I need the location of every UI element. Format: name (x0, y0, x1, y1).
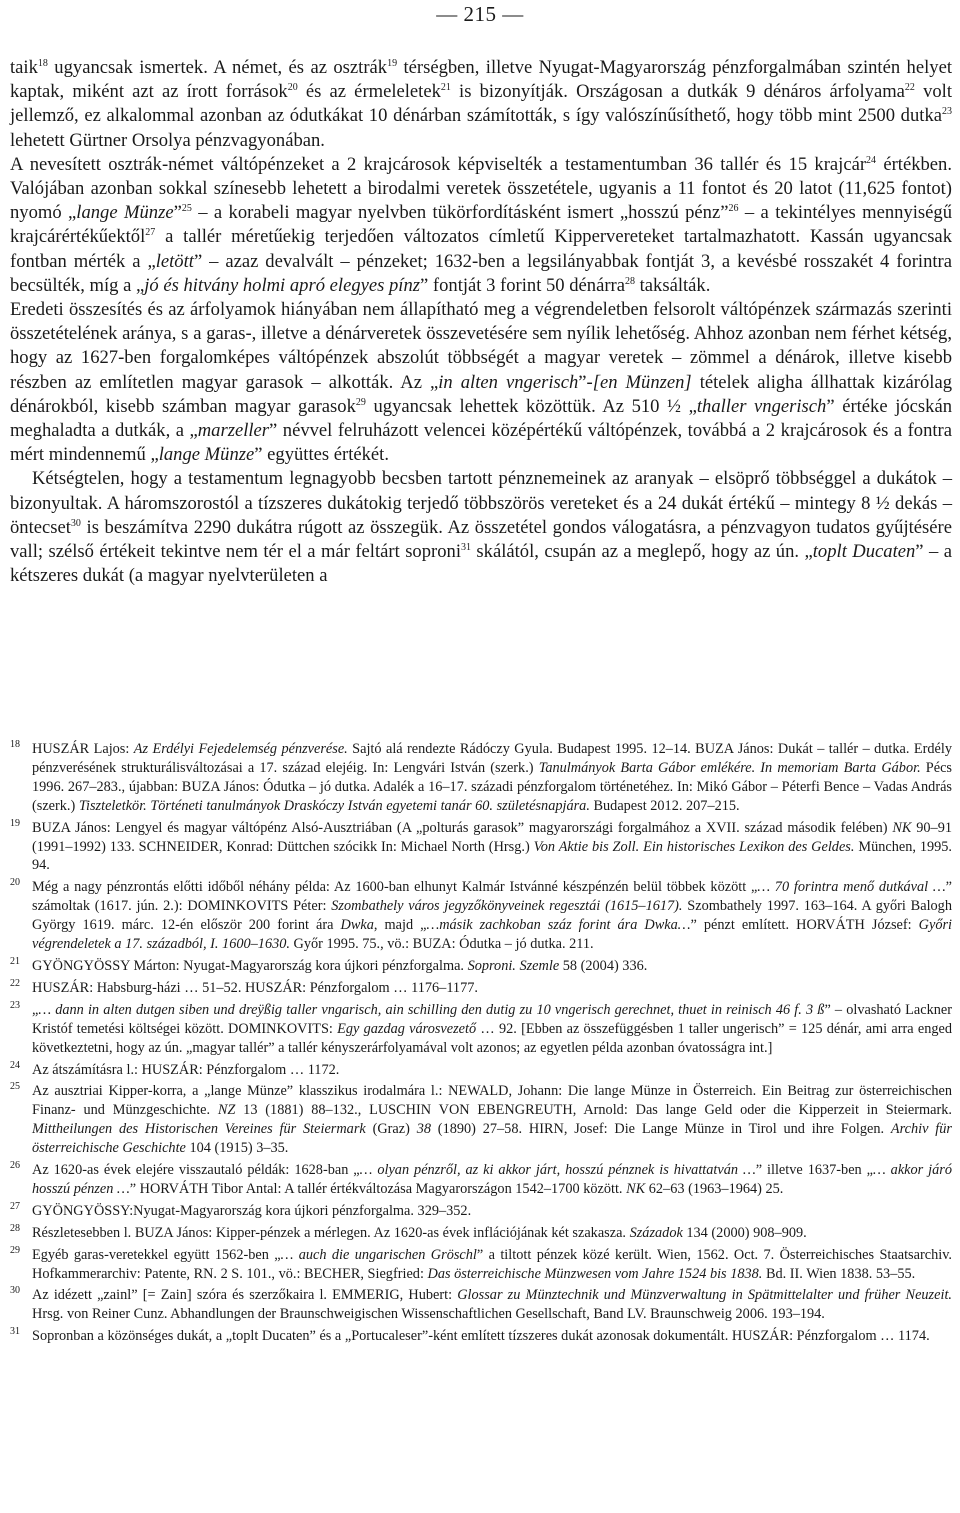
text-run: (Graz) (365, 1121, 417, 1138)
text-run: ugyancsak lehettek közöttük. Az 510 ½ „ (365, 395, 697, 417)
footnote (10, 819, 952, 876)
footnote (10, 957, 952, 976)
text-run: Az idézett „zainl” [= Zain] szóra és szerzőkaira l. EMMERIG, Hubert: (32, 1287, 458, 1304)
footnote-reference[interactable]: 27 (145, 227, 156, 239)
text-run: ” – azaz devalvált – pénzeket; 1632-ben a legsilányabbak fontját 3, a kevésbé rosszakét 4 forintra becsülték, míg a „ (10, 250, 952, 296)
italic-text: Századok (629, 1224, 683, 1241)
footnote-number: 23 (10, 999, 20, 1011)
text-run: Egyéb garas-veretekkel együtt 1562-ben „ (32, 1246, 281, 1263)
footnote (10, 1202, 952, 1221)
text-run: – a tekintélyes mennyiségű krajcárértékűektől (10, 202, 952, 248)
italic-text: toplt Ducaten (812, 541, 916, 563)
text-run: ” HORVÁTH Tibor Antal: A tallér értékváltozása Magyarországon 1542–1700 között. (129, 1180, 627, 1197)
footnote (10, 1286, 952, 1324)
text-run: is beszámítva 2290 dukátra rúgott az összegük. Az összetétel gondos válogatásra, a pénzvagyon tudatos gyűjtésére vall; szélső értékeit tekintve nem tér el a már feltárt soproni (10, 516, 952, 563)
text-run: Bd. II. Wien 1838. 53–55. (762, 1265, 916, 1282)
body-paragraph (10, 56, 952, 153)
text-run: Kétségtelen, hogy a testamentum legnagyobb becsben tartott pénznemeinek az aranyak – elsöprő többséggel a dukátok – bizonyultak. A háromszorostól a tízszeres dukátokig terjedő többszörös vereteket és a 24 dukát értékű – mintegy 8 ½ dekás – öntecset (10, 468, 952, 538)
italic-text: Tanulmányok Barta Gábor emlékére. In memoriam Barta Gábor. (538, 759, 921, 776)
italic-text: Mittheilungen des Historischen Vereines für Steiermark (32, 1121, 366, 1138)
text-run: Az átszámításra l.: HUSZÁR: Pénzforgalom … 1172. (32, 1061, 340, 1078)
text-run: térségben, illetve Nyugat-Magyarország pénzforgalmában szintén helyet kaptak, miként azt az írott források (10, 57, 952, 103)
footnotes (10, 740, 952, 1349)
italic-text: Győri végrendeletek a 17. századból, I. 1600–1630. (32, 917, 953, 953)
footnote-reference[interactable]: 20 (287, 82, 298, 94)
text-run: ” a tiltott pénzek közé került. Wien, 1562. Oct. 7. Österreichisches Staatsarchiv. Hofkammerarchiv: Patente, RN. 2 S. 101., vö.: BECHER, Siegfried: (32, 1246, 952, 1282)
footnote-reference[interactable]: 19 (387, 58, 398, 69)
footnote (10, 1082, 952, 1158)
italic-text: NK (892, 819, 912, 836)
text-run: ” – a kétszeres dukát (a magyar nyelvterületen a (10, 541, 952, 587)
text-run: HUSZÁR: Habsburg-házi … 51–52. HUSZÁR: Pénzforgalom … 1176–1177. (32, 979, 478, 996)
italic-text: 38 (416, 1121, 431, 1138)
body-text (10, 56, 952, 588)
italic-text: Glossar zu Münztechnik und Münzverwaltung in Spätmittelalter und früher Neuzeit. (457, 1287, 952, 1304)
text-run: 104 (1915) 3–35. (185, 1140, 289, 1157)
text-run: 58 (2004) 336. (559, 957, 648, 974)
footnote-reference[interactable]: 31 (460, 542, 471, 554)
footnote-number: 19 (10, 817, 20, 829)
text-run: értékben. Valójában azonban sokkal színesebb lehetett a birodalmi veretek összetétele, ugyanis a 11 fontot és 20 latot (11,625 fontot) nyomó „ (10, 153, 952, 224)
footnote-number: 28 (10, 1222, 20, 1234)
italic-text: NZ (217, 1102, 236, 1119)
italic-text: Egy gazdag városvezető (337, 1020, 477, 1037)
footnote (10, 979, 952, 998)
body-paragraph (10, 298, 952, 467)
text-run: HUSZÁR Lajos: (32, 741, 134, 757)
italic-text: … 70 forintra menő dutkával … (757, 879, 946, 896)
italic-text: Das österreichische Münzwesen vom Jahre 1524 bis 1838. (427, 1265, 763, 1282)
footnote (10, 1327, 952, 1346)
footnote-number: 26 (10, 1160, 20, 1172)
footnote-number: 18 (10, 739, 20, 750)
text-run: „ (32, 1001, 39, 1018)
footnote (10, 740, 952, 816)
italic-text: letött (155, 250, 194, 272)
footnote-reference[interactable]: 29 (355, 396, 366, 408)
text-run: Győr 1995. 75., vö.: BUZA: Ódutka – jó dutka. 211. (289, 936, 594, 953)
text-run: 62–63 (1963–1964) 25. (645, 1180, 784, 1197)
text-run: Szombathely 1997. 163–164. A győri Balogh György 1619. márc. 12-én először 200 forint ára (32, 898, 952, 934)
text-run: ” – olvasható Lackner Kristóf temetési költségei között. DOMINKOVITS: (32, 1001, 952, 1037)
text-run: ” fontját 3 forint 50 dénárra (420, 274, 625, 296)
text-run: Pécs 1996. 267–283., újabban: BUZA János: Ódutka – jó dutka. Adalék a 16–17. századi pénzforgalom történetéhez. In: Mikó Gábor – Péterfi Bence – Vadas András (szerk.) (32, 759, 953, 814)
italic-text: … olyan pénzről, az ki akkor járt, hosszú pénznek is hivattatván … (359, 1162, 756, 1179)
footnote (10, 878, 952, 954)
text-run: Az 1620-as évek elejére visszautaló példák: 1628-ban „ (32, 1162, 360, 1179)
text-run: Az ausztriai Kipper-korra, a „lange Münze” klasszikus irodalmára l.: NEWALD, Johann: Die lange Münze in Österreich. Ein Beitrag zur österreichischen Finanz- und Münzgeschichte. (32, 1083, 952, 1119)
italic-text: Tiszteletkör. Történeti tanulmányok Draskóczy István egyetemi tanár 60. születésnapjára. (78, 797, 590, 814)
footnote-number: 27 (10, 1200, 20, 1212)
text-run: Budapest 2012. 207–215. (589, 797, 740, 814)
text-run: Részletesebben l. BUZA János: Kipper-pénzek a mérlegen. Az 1620-as évek inflációjának két szakasza. (32, 1224, 630, 1241)
italic-text: … akkor járó hosszú pénzen … (32, 1162, 953, 1197)
text-run: GYÖNGYÖSSY Márton: Nyugat-Magyarország kora újkori pénzforgalma. (32, 957, 468, 974)
text-run: és az érmeleletek (297, 81, 441, 103)
text-run: Sopronban a közönséges dukát, a „toplt Ducaten” és a „Portucaleser”-ként említett tízszeres dukát azonosak dokumentált. HUSZÁR: Pénzforgalom … 1174. (32, 1328, 930, 1345)
footnote (10, 1161, 952, 1199)
page-number: — 215 — (436, 2, 524, 26)
footnote-reference[interactable]: 28 (624, 275, 635, 287)
text-run: ” pénzt említett. HORVÁTH József: (690, 917, 919, 934)
text-run: 90–91 (1991–1992) 133. SCHNEIDER, Konrad: Düttchen szócikk In: Michael North (Hrsg.) (32, 819, 952, 855)
footnote-reference[interactable]: 23 (942, 106, 952, 118)
footnote-reference[interactable]: 24 (866, 154, 877, 166)
italic-text: marzeller (197, 420, 270, 442)
footnote-number: 21 (10, 955, 20, 967)
footnote-number: 31 (10, 1326, 20, 1338)
footnote-reference[interactable]: 26 (728, 203, 739, 215)
footnote-number: 22 (10, 977, 20, 989)
footnote-number: 29 (10, 1244, 20, 1256)
text-run: Eredeti összesítés és az árfolyamok hiányában nem állapítható meg a végrendeletben felsorolt váltópénzek származás szerinti összetételének aránya, s a garas-, illetve a dénárveretek összevetésére sem nyílik lehetőség. Ahhoz azonban nem férhet kétség, hogy az 1627-ben forgalomképes váltópénzek abszolút többségét a magyar veretek – zömmel a dénárok, illetve kisebb részben az említetlen magyar garasok – alkották. Az „ (10, 299, 952, 393)
text-run: A nevesített osztrák-német váltópénzeket a 2 krajcárosok képviselték a testamentumban 36 tallér és 15 krajcár (10, 153, 867, 175)
footnote (10, 1001, 952, 1058)
footnote-reference[interactable]: 21 (440, 82, 451, 94)
italic-text: Von Aktie bis Zoll. Ein historisches Lexikon des Geldes. (533, 838, 855, 855)
italic-text: lange Münze (76, 202, 174, 224)
footnote-number: 25 (10, 1081, 20, 1093)
text-run: lehetett Gürtner Orsolya pénzvagyonában. (10, 129, 325, 151)
text-run: skálától, csupán az a meglepő, hogy az ún. „ (470, 541, 813, 563)
text-run: , majd „ (373, 917, 427, 934)
italic-text: [en Münzen] (592, 371, 692, 393)
text-run: GYÖNGYÖSSY:Nyugat-Magyarország kora újkori pénzforgalma. 329–352. (32, 1202, 472, 1219)
italic-text: jó és hitvány holmi apró elegyes pínz (144, 274, 421, 296)
footnote-number: 24 (10, 1059, 20, 1071)
text-run: ugyancsak ismertek. A német, és az osztrák (47, 57, 388, 78)
italic-text: Archiv für österreichische Geschichte (32, 1121, 952, 1157)
text-run: ” számoltak (1617. jún. 2.): DOMINKOVITS Péter: (32, 879, 953, 915)
footnote-reference[interactable]: 25 (181, 203, 192, 215)
footnote-reference[interactable]: 18 (37, 58, 48, 69)
italic-text: thaller vngerisch (696, 395, 827, 417)
footnote (10, 1061, 952, 1080)
text-run: München, 1995. 94. (32, 838, 952, 874)
italic-text: in alten vngerisch (438, 371, 579, 393)
italic-text: … auch die ungarischen Gröschl (280, 1246, 477, 1263)
italic-text: … dann in alten dutgen siben und dreÿßig taller vngarisch, ain schilling den dutig zu 10 vngerisch gerechnet, thuet in reinisch 46 f. 3 ß (38, 1001, 825, 1018)
text-run: ” névvel felruházott velencei középértékű váltópénzek, továbbá a 2 krajcárosok és a fontra mért mindennemű „ (10, 420, 953, 466)
text-run: ” értéke jócskán meghaladta a dutkák, a „ (10, 395, 953, 442)
italic-text: Dwka (340, 917, 374, 934)
text-run: – a korabeli magyar nyelvben tükörfordításként ismert „hosszú pénz” (191, 202, 729, 224)
text-run: ” illetve 1637-ben „ (755, 1162, 873, 1179)
footnote-reference[interactable]: 30 (70, 517, 81, 529)
italic-text: NK (626, 1180, 646, 1197)
italic-text: …másik zachkoban száz forint ára Dwka… (426, 917, 691, 934)
text-run: volt jellemző, ez alkalommal azonban az ódutkákat 10 dénárban számították, s így valószínűsíthető, hogy több mint 2500 dutka (10, 81, 952, 127)
text-run: ”- (578, 371, 593, 393)
footnote (10, 1224, 952, 1243)
text-run: taksálták. (634, 274, 711, 296)
footnote-number: 30 (10, 1285, 20, 1297)
text-run: 134 (2000) 908–909. (682, 1224, 807, 1241)
text-run: BUZA János: Lengyel és magyar váltópénz Alsó-Ausztriában (A „polturás garasok” magyarországi forgalmához a XVII. század második felében) (32, 819, 893, 836)
text-run: 13 (1881) 88–132., LUSCHIN VON EBENGREUTH, Arnold: Das lange Geld oder die Kipperzeit in Steiermark. (235, 1102, 952, 1119)
text-run: is bizonyítják. Országosan a dutkák 9 dénáros árfolyama (450, 81, 905, 103)
italic-text: Az Erdélyi Fejedelemség pénzverése. (133, 741, 348, 757)
text-run: ” együttes értékét. (254, 444, 389, 466)
footnote-number: 20 (10, 877, 20, 889)
text-run: Hrsg. von Reiner Cunz. Abhandlungen der Braunschweigischen Wissenschaftlichen Gesellschaft, Band LV. Braunschweig 2006. 193–194. (32, 1306, 825, 1323)
text-run: (1890) 27–58. HIRN, Josef: Die Lange Münze in Tirol und ihre Folgen. (430, 1121, 891, 1138)
footnote-reference[interactable]: 22 (904, 82, 915, 94)
body-paragraph (10, 153, 952, 298)
footnote (10, 1246, 952, 1284)
text-run: Sajtó alá rendezte Rádóczy Gyula. Budapest 1995. 12–14. BUZA János: Dukát – tallér – dutka. Erdély pénzverésének strukturálisváltozásai a 17. század elejéig. In: Lengvári István (szerk.) (32, 741, 952, 776)
italic-text: Szombathely város jegyzőkönyveinek regesztái (1615–1617). (331, 898, 683, 915)
text-run: taik (10, 57, 38, 78)
text-run: … 92. [Ebben az összefüggésben 1 taller ungerisch” = 125 dénár, ami arra enged következtetni, hogy az ún. „magyar tallér” a tallér kényszerárfolyamával volt azonos; az egyetlen példa azonban óvatosságra int.] (32, 1020, 952, 1056)
italic-text: Soproni. Szemle (467, 957, 560, 974)
text-run: ” (173, 202, 182, 224)
body-paragraph (10, 467, 952, 588)
text-run: a tallér méretűekig terjedően változatos címletű Kippervereteket tartalmazhatott. Kassán ugyancsak fontban mérték a „ (10, 226, 952, 272)
text-run: tételek aligha állhattak kizárólag dénárokból, kisebb számban magyar garasok (10, 371, 952, 417)
text-run: Még a nagy pénzrontás előtti időből néhány példa: Az 1600-ban elhunyt Kalmár Istvánné készpénzén belül többek között „ (32, 879, 758, 896)
italic-text: lange Münze (158, 444, 255, 466)
